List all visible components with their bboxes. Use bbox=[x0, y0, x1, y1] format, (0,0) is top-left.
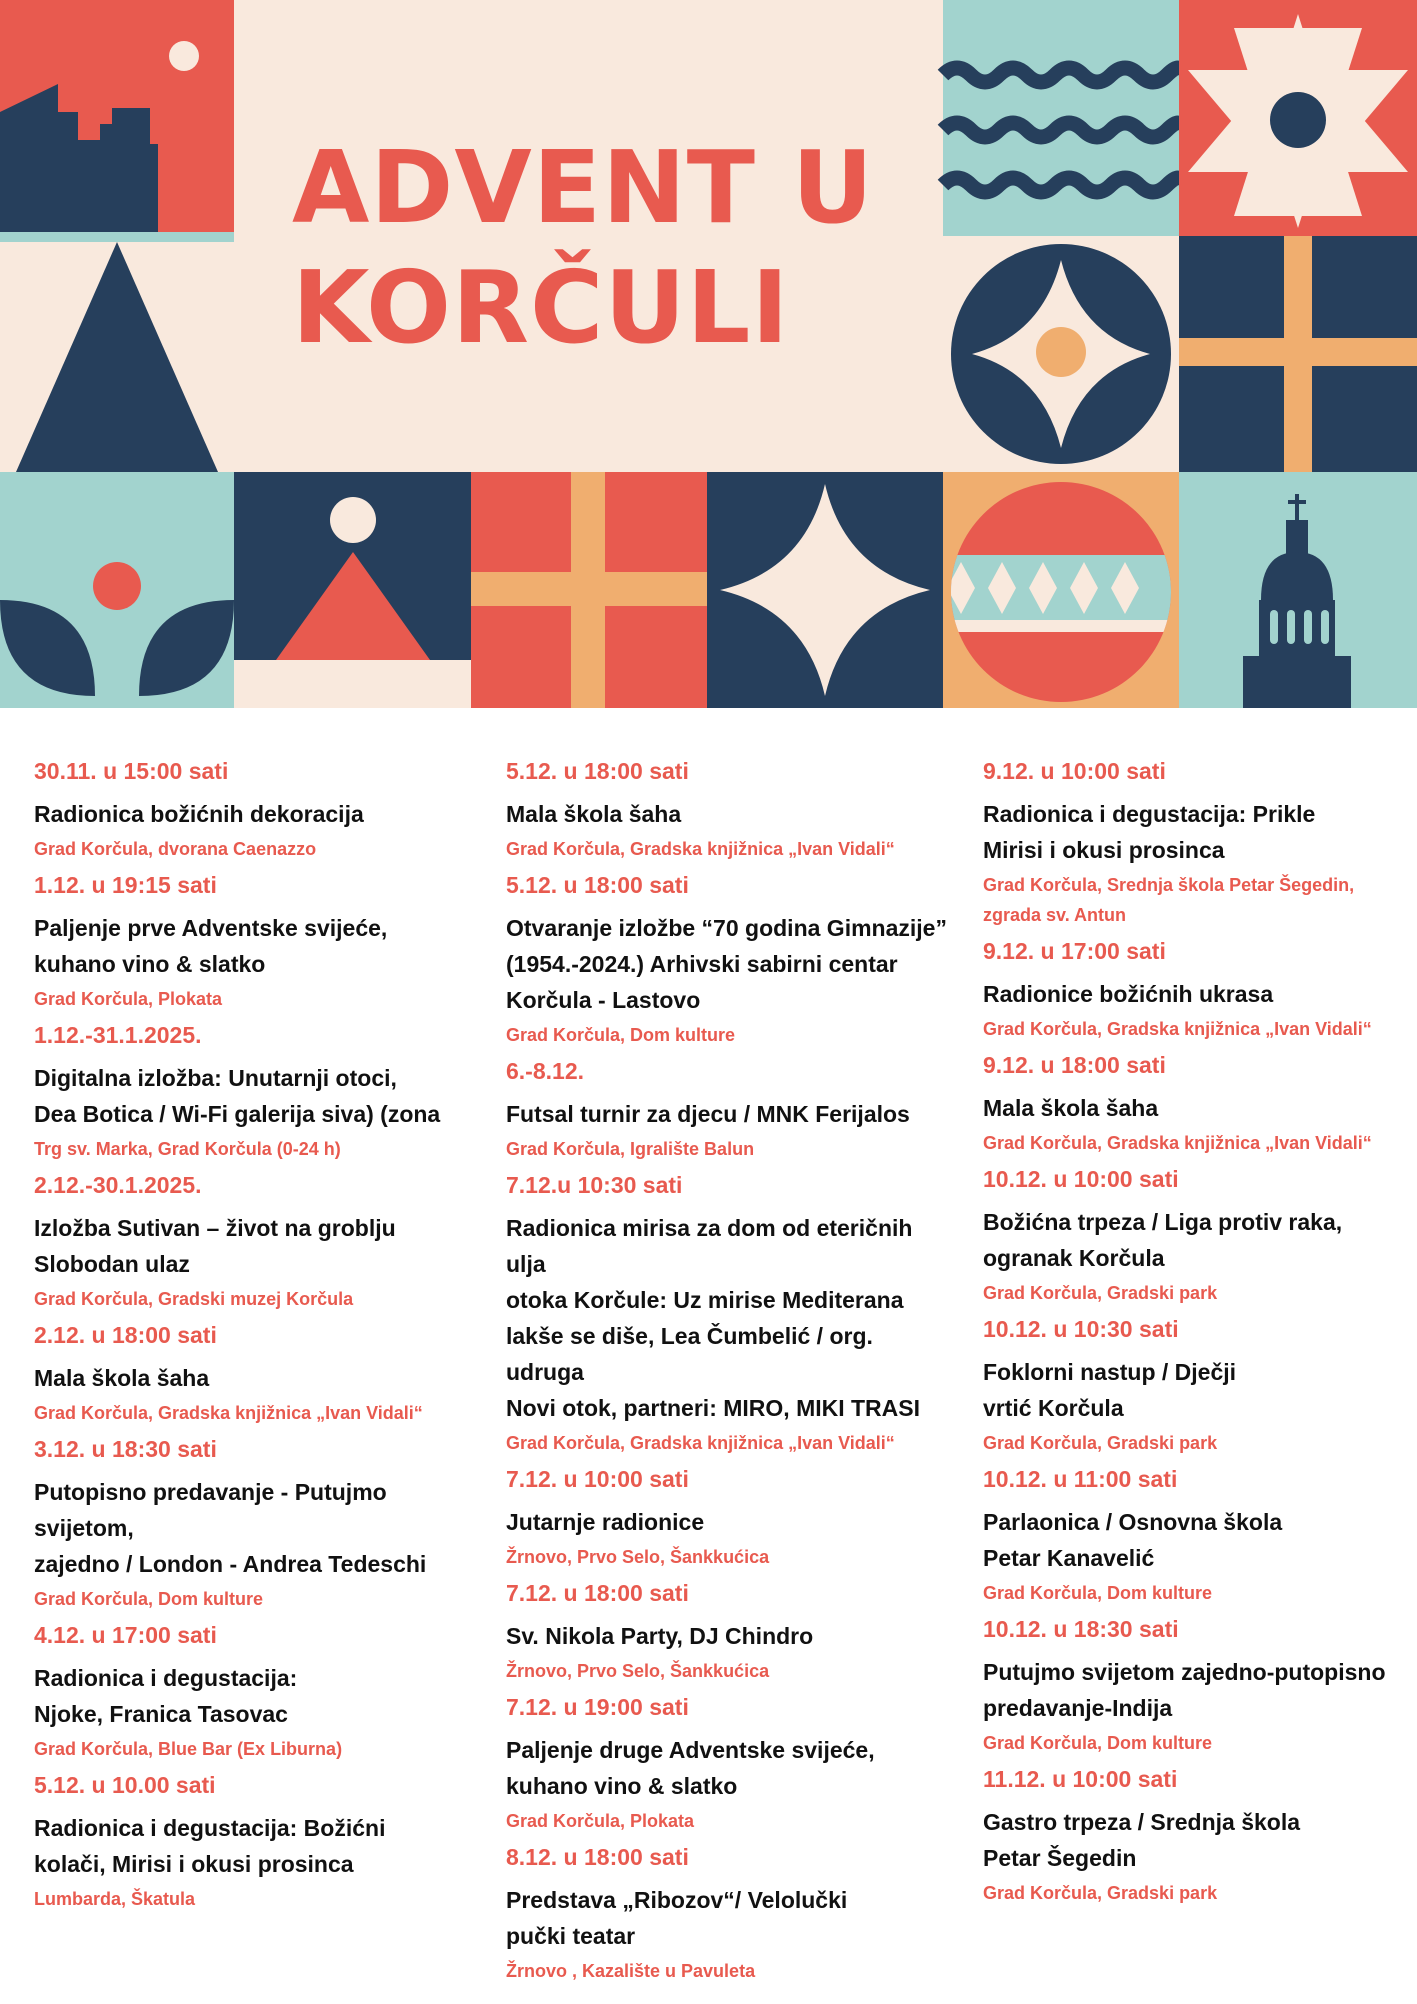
event-date: 1.12.-31.1.2025. bbox=[34, 1022, 202, 1048]
schedule-column-1 bbox=[34, 756, 484, 1920]
event-date: 8.12. u 18:00 sati bbox=[506, 1844, 689, 1870]
event-date: 7.12. u 18:00 sati bbox=[506, 1580, 689, 1606]
event-date: 11.12. u 10:00 sati bbox=[983, 1766, 1178, 1792]
event-location: Grad Korčula, Plokata bbox=[34, 989, 223, 1009]
event-date: 3.12. u 18:30 sati bbox=[34, 1436, 217, 1462]
event-title: Digitalna izložba: Unutarnji otoci, Dea Botica / Wi-Fi galerija siva) (zona bbox=[34, 1065, 441, 1127]
event-title: Radionica i degustacija: Božićni kolači, Mirisi i okusi prosinca bbox=[34, 1815, 386, 1877]
title-line-2: KORČULI bbox=[292, 249, 790, 366]
event-date: 7.12.u 10:30 sati bbox=[506, 1172, 683, 1198]
ornament-icon bbox=[943, 472, 1179, 708]
event-entry bbox=[34, 1170, 484, 1314]
mountain-icon bbox=[234, 472, 471, 708]
event-entry bbox=[34, 1620, 484, 1764]
event-date: 6.-8.12. bbox=[506, 1058, 584, 1084]
event-entry bbox=[506, 1692, 956, 1836]
gift-icon bbox=[471, 472, 707, 708]
event-title: Mala škola šaha bbox=[983, 1095, 1159, 1121]
event-title: Paljenje prve Adventske svijeće, kuhano vino & slatko bbox=[34, 915, 388, 977]
event-title: Izložba Sutivan – život na groblju Slobodan ulaz bbox=[34, 1215, 396, 1277]
event-title: Radionica mirisa za dom od eteričnih ulja otoka Korčule: Uz mirise Mediterana lakše se diše, Lea Čumbelić / org. udruga Novi otok, partneri: MIRO, MIKI TRASI bbox=[506, 1215, 921, 1421]
event-date: 30.11. u 15:00 sati bbox=[34, 758, 229, 784]
event-location: Grad Korčula, Dom kulture bbox=[983, 1583, 1213, 1603]
event-date: 7.12. u 10:00 sati bbox=[506, 1466, 689, 1492]
star-icon bbox=[1179, 0, 1417, 236]
event-location: Grad Korčula, Gradski muzej Korčula bbox=[34, 1289, 354, 1309]
event-entry bbox=[506, 1464, 956, 1572]
event-date: 5.12. u 18:00 sati bbox=[506, 758, 689, 784]
event-title: Otvaranje izložbe “70 godina Gimnazije” (1954.-2024.) Arhivski sabirni centar Korčula - Lastovo bbox=[506, 915, 947, 1013]
event-title: Radionica božićnih dekoracija bbox=[34, 801, 364, 827]
event-location: Trg sv. Marka, Grad Korčula (0-24 h) bbox=[34, 1139, 341, 1159]
event-title: Parlaonica / Osnovna škola Petar Kanavelić bbox=[983, 1509, 1283, 1571]
event-title: Putopisno predavanje - Putujmo svijetom, zajedno / London - Andrea Tedeschi bbox=[34, 1479, 427, 1577]
event-location: Grad Korčula, Gradski park bbox=[983, 1883, 1218, 1903]
event-entry bbox=[983, 1164, 1417, 1308]
event-entry bbox=[983, 1464, 1417, 1608]
event-title: Radionice božićnih ukrasa bbox=[983, 981, 1274, 1007]
event-location: Grad Korčula, Gradska knjižnica „Ivan Vidali“ bbox=[983, 1019, 1372, 1039]
event-entry bbox=[506, 756, 956, 864]
event-location: Grad Korčula, Plokata bbox=[506, 1811, 695, 1831]
event-location: Žrnovo, Prvo Selo, Šankkućica bbox=[506, 1547, 770, 1567]
event-title: Mala škola šaha bbox=[506, 801, 682, 827]
event-location: Grad Korčula, dvorana Caenazzo bbox=[34, 839, 317, 859]
schedule-column-3 bbox=[983, 756, 1417, 1914]
event-location: Grad Korčula, Dom kulture bbox=[983, 1733, 1213, 1753]
event-entry bbox=[34, 870, 484, 1014]
event-location: Grad Korčula, Gradska knjižnica „Ivan Vidali“ bbox=[983, 1133, 1372, 1153]
event-entry bbox=[506, 1056, 956, 1164]
schedule-column-2 bbox=[506, 756, 956, 1992]
event-location: Grad Korčula, Gradska knjižnica „Ivan Vidali“ bbox=[34, 1403, 423, 1423]
event-location: Grad Korčula, Srednja škola Petar Šegedin, zgrada sv. Antun bbox=[983, 875, 1355, 925]
houses-icon bbox=[0, 0, 234, 242]
event-title: Sv. Nikola Party, DJ Chindro bbox=[506, 1623, 814, 1649]
event-location: Grad Korčula, Dom kulture bbox=[34, 1589, 264, 1609]
event-location: Grad Korčula, Blue Bar (Ex Liburna) bbox=[34, 1739, 343, 1759]
event-date: 9.12. u 18:00 sati bbox=[983, 1052, 1166, 1078]
event-date: 5.12. u 10.00 sati bbox=[34, 1772, 216, 1798]
event-date: 1.12. u 19:15 sati bbox=[34, 872, 217, 898]
event-entry bbox=[983, 936, 1417, 1044]
event-date: 2.12. u 18:00 sati bbox=[34, 1322, 217, 1348]
event-title: Gastro trpeza / Srednja škola Petar Šegedin bbox=[983, 1809, 1301, 1871]
event-location: Grad Korčula, Gradska knjižnica „Ivan Vidali“ bbox=[506, 1433, 895, 1453]
event-location: Grad Korčula, Igralište Balun bbox=[506, 1139, 755, 1159]
poster-title bbox=[292, 128, 874, 368]
title-line-1: ADVENT U bbox=[292, 129, 875, 246]
event-location: Grad Korčula, Dom kulture bbox=[506, 1025, 736, 1045]
event-entry bbox=[34, 756, 484, 864]
event-entry bbox=[506, 870, 956, 1050]
event-date: 9.12. u 10:00 sati bbox=[983, 758, 1166, 784]
event-entry bbox=[506, 1578, 956, 1686]
event-date: 4.12. u 17:00 sati bbox=[34, 1622, 217, 1648]
event-title: Radionica i degustacija: Prikle Mirisi i okusi prosinca bbox=[983, 801, 1316, 863]
event-entry bbox=[34, 1770, 484, 1914]
event-title: Mala škola šaha bbox=[34, 1365, 210, 1391]
event-date: 10.12. u 10:00 sati bbox=[983, 1166, 1179, 1192]
event-date: 10.12. u 10:30 sati bbox=[983, 1316, 1179, 1342]
event-date: 10.12. u 18:30 sati bbox=[983, 1616, 1179, 1642]
cross-icon bbox=[1179, 236, 1417, 472]
event-entry bbox=[34, 1434, 484, 1614]
event-title: Futsal turnir za djecu / MNK Ferijalos bbox=[506, 1101, 910, 1127]
event-entry bbox=[34, 1320, 484, 1428]
event-entry bbox=[983, 756, 1417, 930]
event-location: Grad Korčula, Gradski park bbox=[983, 1283, 1218, 1303]
event-entry bbox=[983, 1614, 1417, 1758]
event-location: Žrnovo , Kazalište u Pavuleta bbox=[506, 1961, 756, 1981]
event-entry bbox=[506, 1170, 956, 1458]
event-title: Božićna trpeza / Liga protiv raka, ogranak Korčula bbox=[983, 1209, 1343, 1271]
event-date: 7.12. u 19:00 sati bbox=[506, 1694, 689, 1720]
event-title: Putujmo svijetom zajedno-putopisno predavanje-Indija bbox=[983, 1659, 1386, 1721]
event-location: Grad Korčula, Gradska knjižnica „Ivan Vidali“ bbox=[506, 839, 895, 859]
event-location: Žrnovo, Prvo Selo, Šankkućica bbox=[506, 1661, 770, 1681]
four-point-star-icon bbox=[707, 472, 943, 708]
church-tower-icon bbox=[1179, 472, 1417, 708]
event-entry bbox=[983, 1764, 1417, 1908]
event-title: Foklorni nastup / Dječji vrtić Korčula bbox=[983, 1359, 1237, 1421]
diamond-star-icon bbox=[943, 236, 1179, 472]
event-title: Jutarnje radionice bbox=[506, 1509, 705, 1535]
event-entry bbox=[983, 1314, 1417, 1458]
event-title: Radionica i degustacija: Njoke, Franica Tasovac bbox=[34, 1665, 298, 1727]
event-location: Grad Korčula, Gradski park bbox=[983, 1433, 1218, 1453]
event-date: 5.12. u 18:00 sati bbox=[506, 872, 689, 898]
waves-icon bbox=[943, 0, 1182, 236]
event-date: 10.12. u 11:00 sati bbox=[983, 1466, 1178, 1492]
event-entry bbox=[34, 1020, 484, 1164]
event-date: 9.12. u 17:00 sati bbox=[983, 938, 1166, 964]
event-title: Paljenje druge Adventske svijeće, kuhano vino & slatko bbox=[506, 1737, 875, 1799]
event-date: 2.12.-30.1.2025. bbox=[34, 1172, 202, 1198]
event-location: Lumbarda, Škatula bbox=[34, 1889, 196, 1909]
event-entry bbox=[983, 1050, 1417, 1158]
event-entry bbox=[506, 1842, 956, 1986]
event-title: Predstava „Ribozov“/ Velolučki pučki teatar bbox=[506, 1887, 848, 1949]
flower-icon bbox=[0, 472, 234, 708]
